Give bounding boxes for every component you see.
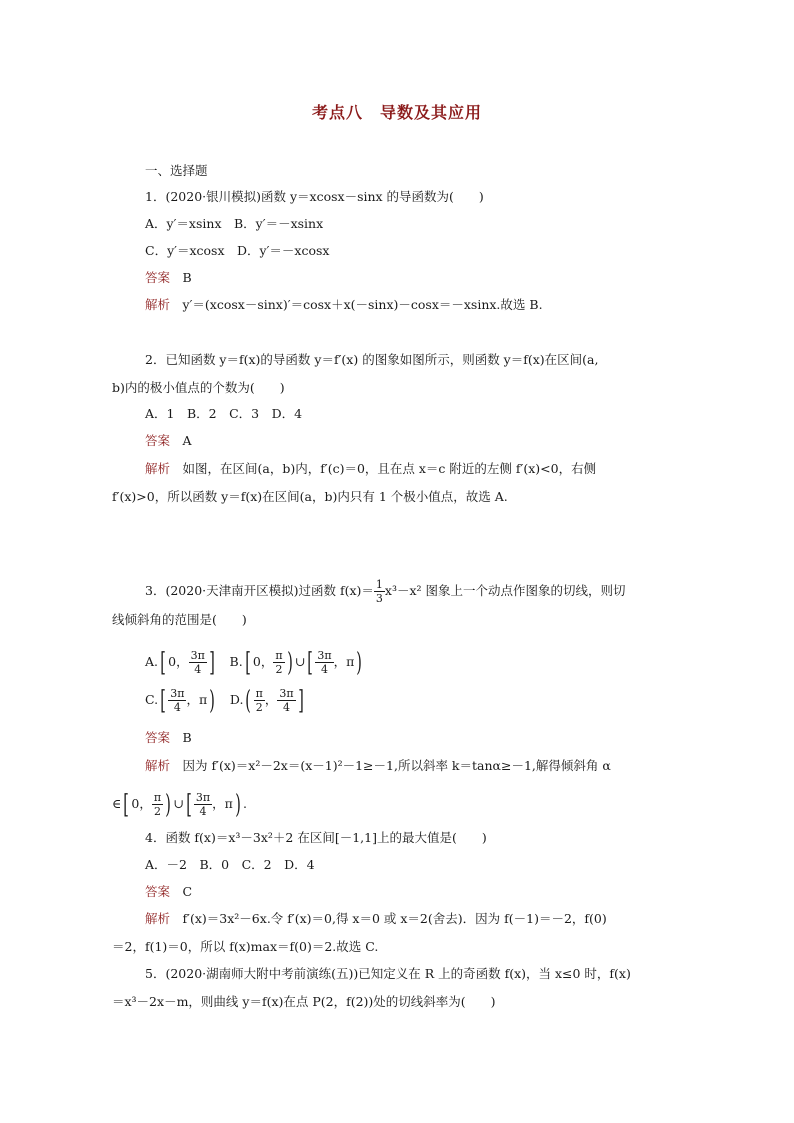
- q1-options-ab: A．y′＝xsinx B．y′＝－xsinx: [145, 216, 324, 231]
- answer-label: 答案: [145, 884, 171, 899]
- fraction-numerator: π: [275, 649, 283, 662]
- option-b-label: B.: [229, 654, 243, 669]
- q5-stem-line2: ＝x³－2x－m，则曲线 y＝f(x)在点 P(2，f(2))处的切线斜率为( ): [112, 994, 496, 1009]
- q3-analysis-post: .: [243, 796, 248, 811]
- q3-stem-line1: [145, 578, 626, 605]
- fraction-numerator: 3π: [170, 687, 185, 700]
- fraction: [273, 649, 284, 676]
- q1-options-cd: C．y′＝xcosx D．y′＝－xcosx: [145, 243, 330, 258]
- fraction-denominator: 4: [282, 701, 290, 714]
- answer-label: 答案: [145, 433, 171, 448]
- q3-stem-pre: 3．(2020·天津南开区模拟)过函数 f(x)＝: [145, 583, 374, 598]
- q2-stem-line2: b)内的极小值点的个数为( ): [112, 380, 285, 395]
- q2-stem-line1: 2．已知函数 y＝f(x)的导函数 y＝f′(x) 的图象如图所示，则函数 y＝f(x)在区间(a,: [145, 352, 599, 367]
- fraction: [254, 687, 265, 714]
- fraction-denominator: 4: [320, 663, 328, 676]
- fraction: [315, 649, 333, 676]
- q2-analysis-line1: [145, 461, 596, 477]
- pi: π: [346, 654, 355, 669]
- q3-options-ab: A.[ 0， $\frac{3\pi}{4}$ ] B.[ 0， $\frac{\pi}{2}$ ) ∪[ $\frac{3\pi}{4}$ ，π): [145, 647, 363, 678]
- q4-stem: 4．函数 f(x)＝x³－3x²＋2 在区间[－1,1]上的最大值是( ): [145, 830, 487, 845]
- q3-analysis-text1: 因为 f′(x)＝x²－2x＝(x－1)²－1≥－1,所以斜率 k＝tanα≥－1,解得倾斜角 α: [182, 758, 611, 773]
- pi: π: [224, 796, 233, 811]
- q3-analysis-line2: ∈[ 0， $\frac{\pi}{2}$ ) ∪[ $\frac{3\pi}{4}$ ，π) .: [112, 789, 248, 820]
- q4-options: A．－2 B．0 C．2 D．4: [145, 857, 315, 872]
- q2-analysis-text1: 如图，在区间(a，b)内，f′(c)＝0，且在点 x＝c 附近的左侧 f′(x)<0，右侧: [182, 461, 597, 476]
- fraction-denominator: 2: [275, 663, 283, 676]
- q3-stem-post: x³－x² 图象上一个动点作图象的切线，则切: [384, 583, 626, 598]
- q2-answer: [145, 433, 192, 449]
- fraction-denominator: 4: [173, 701, 181, 714]
- q1-answer-value: B: [182, 270, 192, 285]
- q2-options: A．1 B．2 C．3 D．4: [145, 406, 303, 421]
- fraction-denominator: 2: [154, 805, 161, 818]
- analysis-label: 解析: [145, 758, 171, 773]
- section-heading: 一、选择题: [145, 163, 208, 178]
- analysis-label: 解析: [145, 297, 171, 312]
- answer-label: 答案: [145, 730, 171, 745]
- analysis-label: 解析: [145, 461, 171, 476]
- q2-answer-value: A: [182, 433, 192, 448]
- fraction: [152, 791, 163, 818]
- option-a-label: A.: [145, 654, 159, 669]
- q3-options-cd: C.[ $\frac{3\pi}{4}$ ，π) D.( $\frac{\pi}{2}$ ， $\frac{3\pi}{4}$ ]: [145, 685, 304, 716]
- option-d-label: D.: [229, 692, 244, 707]
- fraction-denominator: 3: [375, 592, 383, 605]
- q1-analysis-text: y′＝(xcosx－sinx)′＝cosx＋x(－sinx)－cosx＝－xsinx.故选 B.: [182, 297, 543, 312]
- q3-analysis-pre: ∈: [112, 796, 122, 811]
- option-c-label: C.: [145, 692, 159, 707]
- answer-label: 答案: [145, 270, 171, 285]
- fraction: [277, 687, 295, 714]
- page-title: 考点八 导数及其应用: [311, 103, 482, 122]
- q5-stem-line1: 5．(2020·湖南师大附中考前演练(五))已知定义在 R 上的奇函数 f(x)，当 x≤0 时，f(x): [145, 966, 631, 981]
- fraction-numerator: 3π: [317, 649, 332, 662]
- q2-analysis-line2: f′(x)>0，所以函数 y＝f(x)在区间(a，b)内只有 1 个极小值点，故选 A.: [112, 489, 508, 504]
- fraction-numerator: 3π: [195, 791, 211, 804]
- q4-analysis-text1: f′(x)＝3x²－6x.令 f′(x)＝0,得 x＝0 或 x＝2(舍去)．因为 f(－1)＝－2，f(0): [182, 911, 607, 926]
- fraction-numerator: 3π: [190, 649, 205, 662]
- q1-stem: 1．(2020·银川模拟)函数 y＝xcosx－sinx 的导函数为( ): [145, 189, 484, 204]
- fraction: [168, 687, 186, 714]
- q4-analysis-line2: ＝2，f(1)＝0，所以 f(x)max＝f(0)＝2.故选 C.: [112, 939, 379, 954]
- zero: 0: [168, 654, 177, 669]
- fraction-denominator: 4: [194, 663, 202, 676]
- pi: π: [199, 692, 208, 707]
- q4-answer: [145, 884, 192, 900]
- zero: 0: [252, 654, 261, 669]
- q3-analysis-line1: [145, 758, 611, 774]
- fraction: [189, 649, 207, 676]
- q3-answer: [145, 730, 192, 746]
- fraction-numerator: 3π: [279, 687, 294, 700]
- zero: 0: [131, 796, 140, 811]
- analysis-label: 解析: [145, 911, 171, 926]
- q4-answer-value: C: [182, 884, 193, 899]
- q1-answer: [145, 270, 192, 286]
- fraction-denominator: 2: [255, 701, 263, 714]
- q4-analysis-line1: [145, 911, 607, 927]
- fraction-numerator: π: [255, 687, 263, 700]
- q1-analysis: [145, 297, 543, 313]
- fraction-numerator: 1: [375, 578, 383, 591]
- fraction: [194, 791, 212, 818]
- q3-answer-value: B: [182, 730, 192, 745]
- q3-stem-line2: 线倾斜角的范围是( ): [112, 612, 247, 627]
- fraction-numerator: π: [153, 791, 162, 804]
- fraction-denominator: 4: [199, 805, 207, 818]
- fraction: [374, 578, 385, 605]
